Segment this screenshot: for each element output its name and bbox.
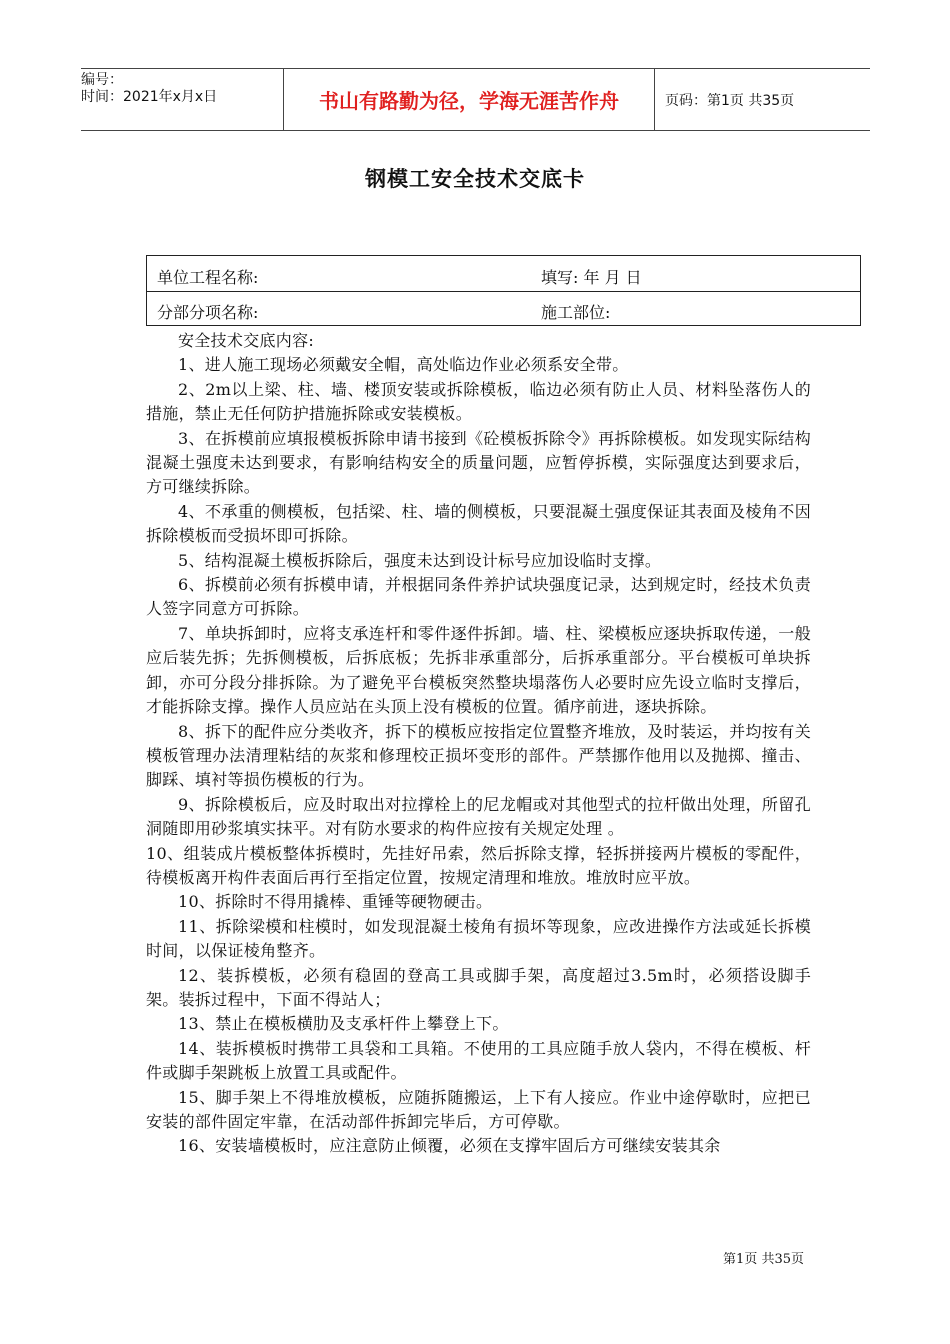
document-title: 钢模工安全技术交底卡 [365, 167, 585, 191]
content-intro: 安全技术交底内容: [178, 331, 315, 350]
doc-number-label: 编号： [81, 72, 123, 88]
content-item: 11、拆除梁模和柱模时，如发现混凝土棱角有损坏等现象，应改进操作方法或延长拆模时间，以保证棱角整齐。 [146, 916, 811, 961]
content-item: 9、拆除模板后，应及时取出对拉撑栓上的尼龙帽或对其他型式的拉杆做出处理，所留孔洞随即用砂浆填实抹平。对有防水要求的构件应按有关规定处理 。 [146, 794, 811, 839]
fill-date-label: 填写: 年 月 日 [541, 268, 642, 287]
content-item: 14、装拆模板时携带工具袋和工具箱。不使用的工具应随手放人袋内，不得在模板、杆件或脚手架跳板上放置工具或配件。 [146, 1038, 811, 1083]
page-footer: 第1页 共35页 [723, 1252, 804, 1267]
content-item: 3、在拆模前应填报模板拆除申请书接到《砼模板拆除令》再拆除模板。如发现实际结构混凝土强度未达到要求，有影响结构安全的质量问题，应暂停拆模，实际强度达到要求后，方可继续拆除。 [146, 428, 811, 497]
content-item: 1、进人施工现场必须戴安全帽，高处临边作业必须系安全带。 [178, 355, 629, 375]
content-item: 2、2m以上梁、柱、墙、楼顶安装或拆除模板，临边必须有防止人员、材料坠落伤人的措施，禁止无任何防护措施拆除或安装模板。 [146, 379, 811, 424]
content-item: 4、不承重的侧模板，包括梁、柱、墙的侧模板，只要混凝土强度保证其表面及棱角不因拆除模板而受损坏即可拆除。 [146, 501, 811, 546]
page-header [81, 68, 870, 131]
safety-content [146, 329, 811, 1159]
content-item: 13、禁止在模板横肋及支承杆件上攀登上下。 [178, 1014, 509, 1034]
unit-project-label: 单位工程名称: [157, 268, 259, 287]
info-row-1 [147, 256, 860, 292]
doc-time-label: 时间：2021年x月x日 [81, 89, 218, 105]
project-info-table [146, 255, 861, 326]
content-item: 10、拆除时不得用撬棒、重锤等硬物硬击。 [178, 892, 493, 912]
header-meta [81, 69, 283, 130]
content-item: 15、脚手架上不得堆放模板，应随拆随搬运，上下有人接应。作业中途停歇时，应把已安装的部件固定牢靠，在活动部件拆卸完毕后，方可停歇。 [146, 1087, 811, 1131]
content-item: 12、装拆模板，必须有稳固的登高工具或脚手架，高度超过3.5m时，必须搭设脚手架。装拆过程中，下面不得站人； [146, 965, 811, 1009]
content-item: 10、组装成片模板整体拆模时，先挂好吊索，然后拆除支撑，轻拆拼接两片模板的零配件，待模板离开构件表面后再行至指定位置，按规定清理和堆放。堆放时应平放。 [146, 843, 811, 887]
content-item: 7、单块拆卸时，应将支承连杆和零件逐件拆卸。墙、柱、梁模板应逐块拆取传递，一般应后装先拆；先拆侧模板，后拆底板；先拆非承重部分，后拆承重部分。平台模板可单块拆卸，亦可分段分排拆除。为了避免平台模板突然整块塌落伤人必要时应先设立临时支撑后，才能拆除支撑。操作人员应站在头顶上没有模板的位置。循序前进，逐块拆除。 [146, 623, 811, 717]
location-label: 施工部位: [541, 303, 611, 322]
content-item: 16、安装墙模板时，应注意防止倾覆，必须在支撑牢固后方可继续安装其余 [178, 1136, 721, 1156]
content-item: 8、拆下的配件应分类收齐，拆下的模板应按指定位置整齐堆放，及时装运，并均按有关模板管理办法清理粘结的灰浆和修理校正损坏变形的部件。严禁挪作他用以及抛掷、撞击、脚踩、填衬等损伤模板的行为。 [146, 721, 811, 790]
content-item: 6、拆模前必须有拆模申请，并根据同条件养护试块强度记录，达到规定时，经技术负责人签字同意方可拆除。 [146, 575, 811, 619]
sub-project-label: 分部分项名称: [157, 303, 259, 322]
header-slogan: 书山有路勤为径，学海无涯苦作舟 [283, 69, 655, 130]
content-item: 5、结构混凝土模板拆除后，强度未达到设计标号应加设临时支撑。 [178, 550, 662, 570]
header-page-number: 页码：第1页 共35页 [665, 92, 795, 109]
info-row-2 [147, 291, 860, 326]
